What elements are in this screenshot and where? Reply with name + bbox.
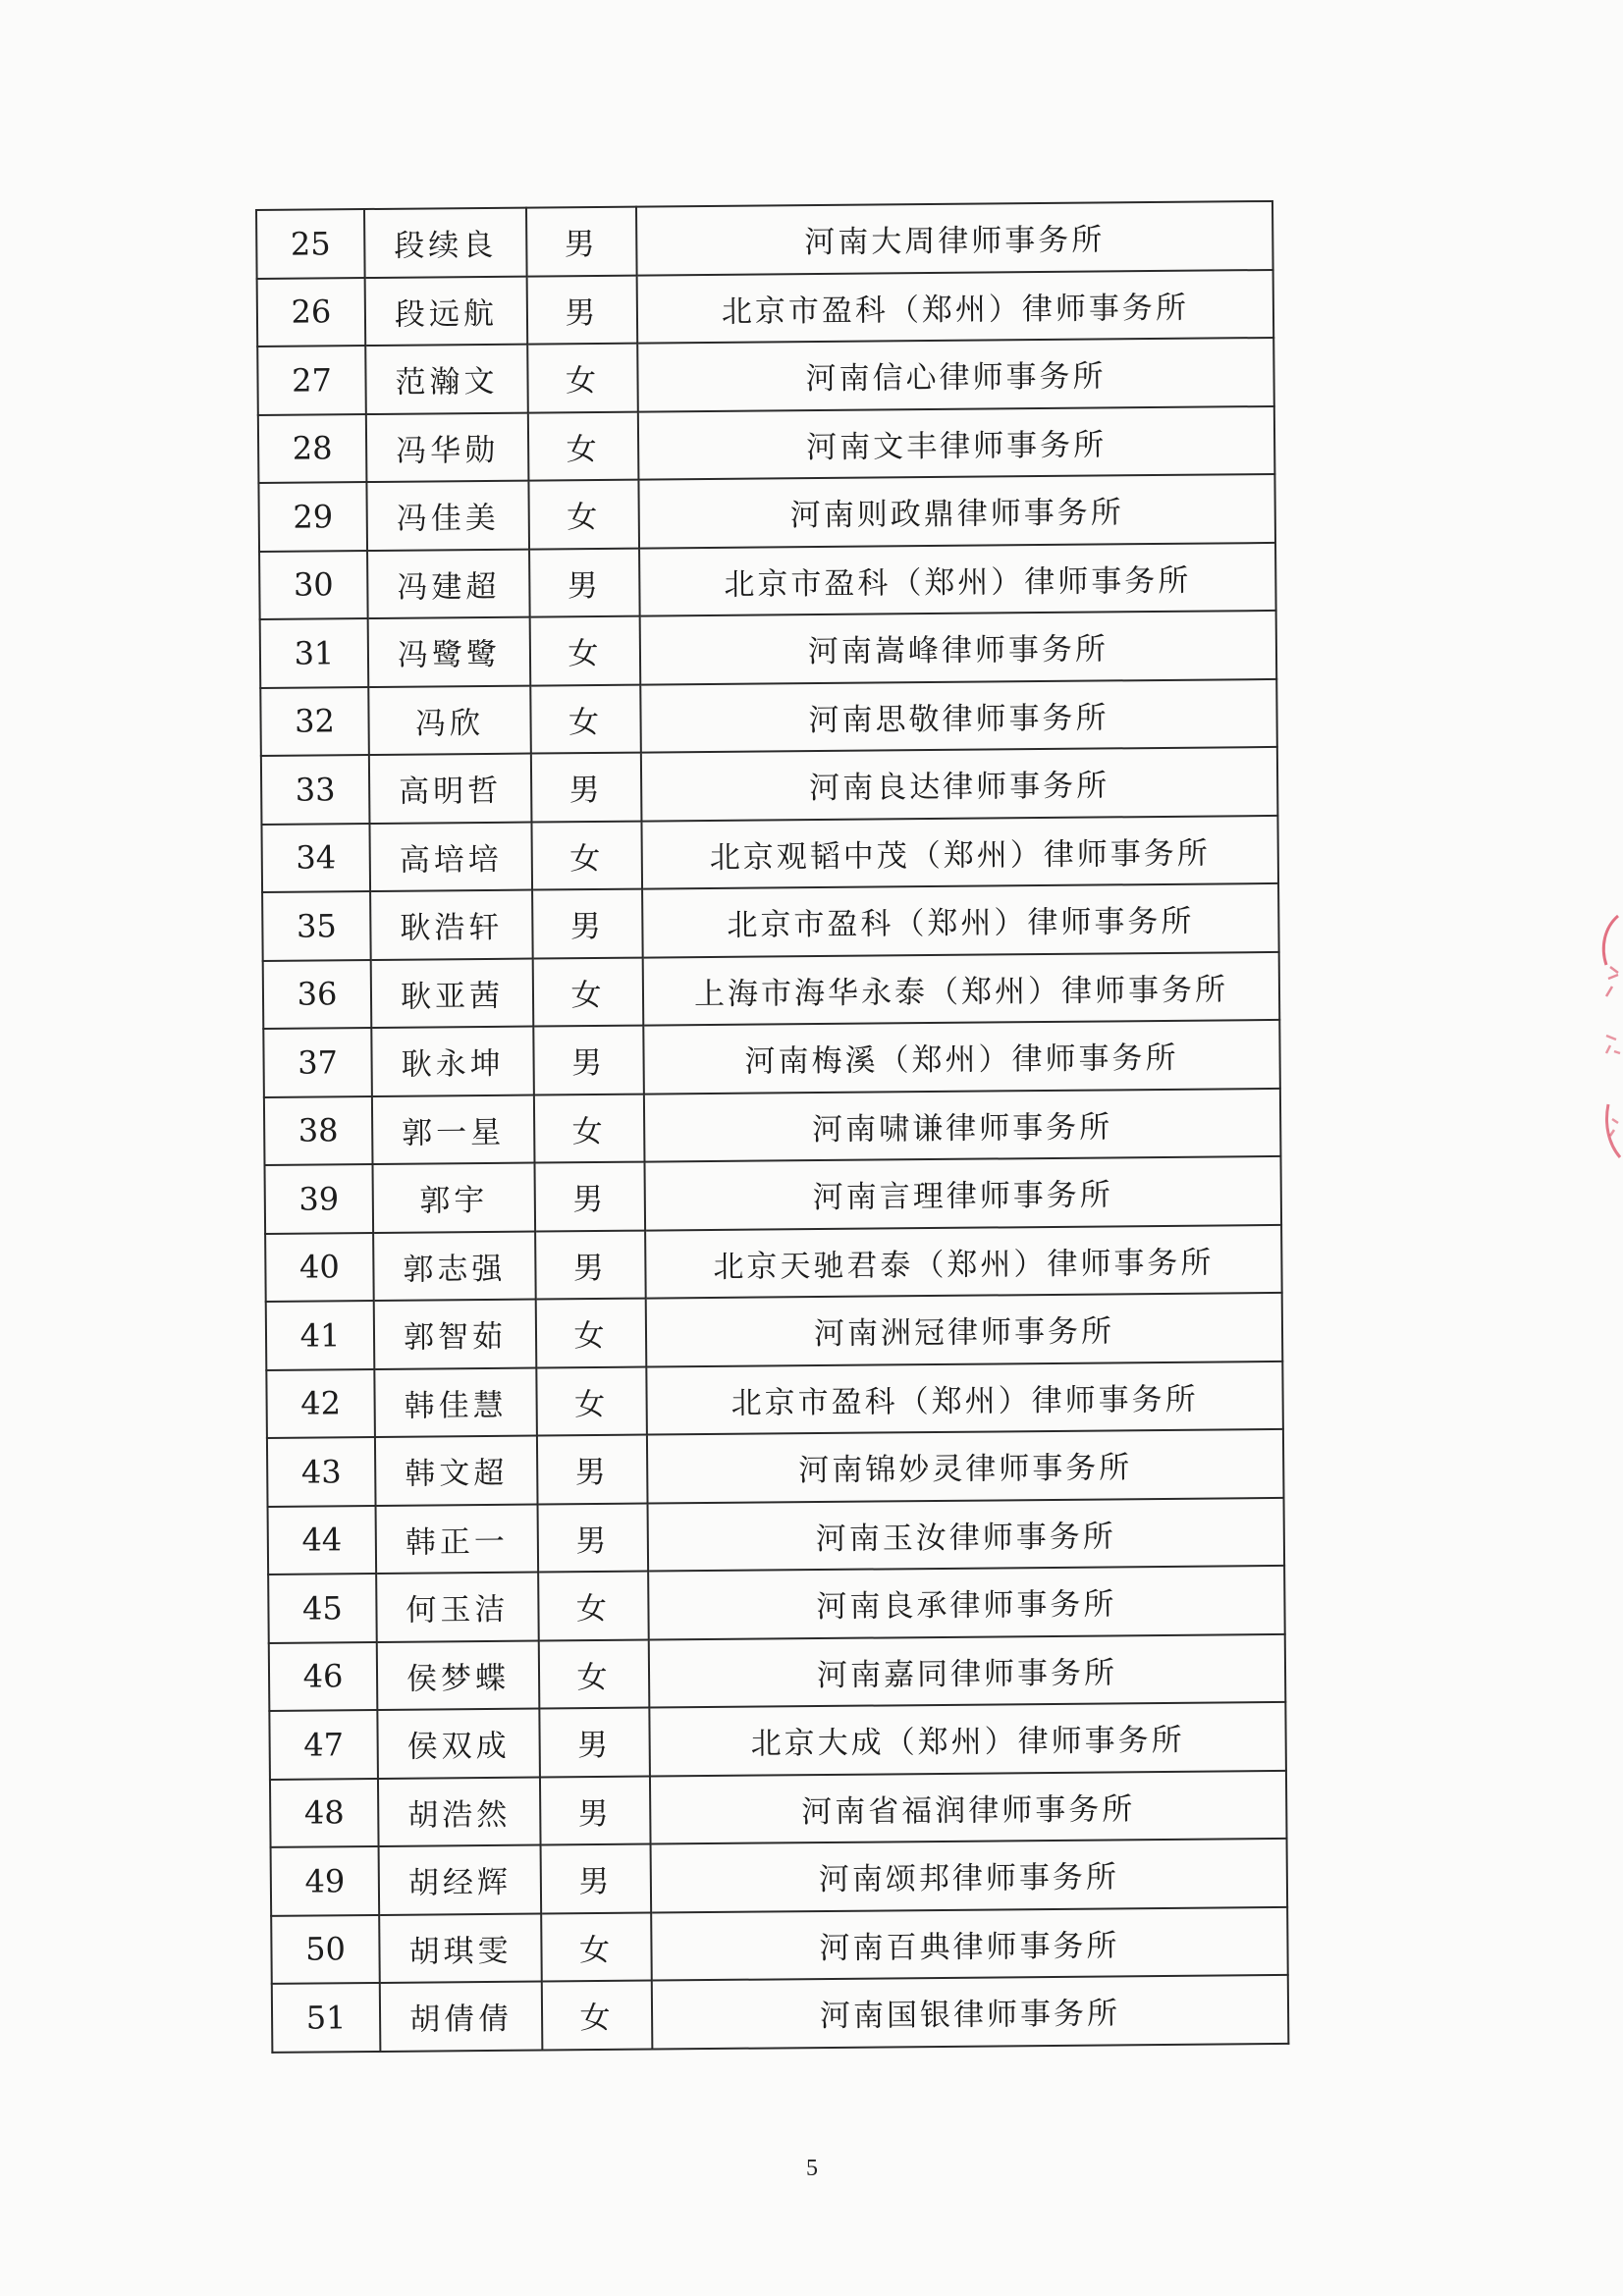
seal-fragment-icon xyxy=(1593,908,1623,1163)
lawyer-name: 冯欣 xyxy=(368,685,531,755)
lawyer-gender: 女 xyxy=(527,344,638,412)
lawyer-name: 胡倩倩 xyxy=(380,1982,543,2052)
table-row xyxy=(260,678,1277,756)
lawyer-name: 冯鹭鹭 xyxy=(368,617,531,687)
table-row xyxy=(267,1429,1284,1507)
law-firm-name: 河南良承律师事务所 xyxy=(648,1566,1285,1639)
lawyer-name: 胡浩然 xyxy=(378,1777,541,1846)
lawyer-gender: 男 xyxy=(527,275,638,344)
lawyer-gender: 男 xyxy=(533,1026,644,1095)
table-row xyxy=(266,1361,1283,1438)
row-number: 41 xyxy=(266,1301,375,1369)
table-row xyxy=(264,1156,1281,1234)
table-row xyxy=(270,1770,1287,1847)
row-number: 31 xyxy=(260,618,369,687)
lawyer-gender: 女 xyxy=(541,1912,652,1981)
lawyer-gender: 女 xyxy=(531,821,642,889)
lawyer-gender: 女 xyxy=(533,957,644,1026)
row-number: 40 xyxy=(265,1232,374,1301)
row-number: 45 xyxy=(268,1574,377,1642)
lawyer-name: 耿永坤 xyxy=(371,1027,534,1096)
row-number: 36 xyxy=(263,960,372,1029)
table-row xyxy=(266,1293,1283,1370)
row-number: 39 xyxy=(264,1164,373,1233)
table-row xyxy=(257,338,1274,415)
row-number: 34 xyxy=(261,824,370,892)
lawyer-gender: 男 xyxy=(526,207,637,276)
lawyer-name: 冯佳美 xyxy=(366,481,529,551)
law-firm-name: 河南嘉同律师事务所 xyxy=(649,1633,1286,1707)
row-number: 47 xyxy=(269,1710,378,1779)
row-number: 25 xyxy=(256,209,365,278)
lawyer-name: 郭志强 xyxy=(373,1231,536,1301)
table-row xyxy=(260,611,1277,688)
table-row xyxy=(261,815,1278,892)
law-firm-name: 河南国银律师事务所 xyxy=(652,1975,1289,2049)
law-firm-name: 北京市盈科（郑州）律师事务所 xyxy=(646,1361,1283,1434)
row-number: 50 xyxy=(271,1914,380,1983)
row-number: 42 xyxy=(266,1368,375,1437)
table-row xyxy=(261,747,1278,825)
row-number: 28 xyxy=(258,414,367,483)
lawyer-name: 郭一星 xyxy=(372,1095,535,1164)
lawyer-name: 段远航 xyxy=(365,276,528,346)
law-firm-name: 河南良达律师事务所 xyxy=(641,747,1278,821)
table-row xyxy=(268,1566,1285,1643)
lawyer-gender: 男 xyxy=(539,1708,650,1777)
law-firm-name: 河南大周律师事务所 xyxy=(636,201,1273,275)
lawyer-name: 冯建超 xyxy=(367,549,530,618)
table-row xyxy=(258,474,1275,552)
lawyer-name: 郭智茹 xyxy=(374,1300,537,1369)
table-row xyxy=(263,951,1280,1029)
row-number: 46 xyxy=(269,1641,378,1710)
law-firm-name: 河南颂邦律师事务所 xyxy=(651,1839,1288,1912)
law-firm-name: 河南百典律师事务所 xyxy=(651,1906,1288,1980)
lawyer-gender: 女 xyxy=(536,1366,647,1435)
law-firm-name: 河南则政鼎律师事务所 xyxy=(638,474,1275,548)
table-row xyxy=(256,201,1273,279)
table-row xyxy=(272,1975,1289,2053)
law-firm-name: 河南梅溪（郑州）律师事务所 xyxy=(643,1020,1280,1094)
row-number: 32 xyxy=(260,687,369,756)
lawyer-name: 段续良 xyxy=(364,208,527,278)
lawyer-gender: 女 xyxy=(538,1572,649,1640)
law-firm-name: 河南思敬律师事务所 xyxy=(640,678,1277,752)
law-firm-name: 河南信心律师事务所 xyxy=(637,338,1274,411)
lawyer-gender: 男 xyxy=(532,889,643,958)
lawyer-gender: 女 xyxy=(542,1981,653,2050)
lawyer-name: 何玉洁 xyxy=(376,1573,539,1642)
lawyer-gender: 女 xyxy=(534,1094,645,1162)
lawyer-gender: 女 xyxy=(530,684,641,753)
law-firm-name: 河南言理律师事务所 xyxy=(644,1156,1281,1230)
lawyer-name: 韩文超 xyxy=(375,1436,538,1506)
lawyer-gender: 女 xyxy=(528,411,639,480)
lawyer-name: 郭宇 xyxy=(372,1163,535,1233)
row-number: 33 xyxy=(261,755,370,824)
table-row xyxy=(271,1906,1288,1984)
lawyer-name: 耿浩轩 xyxy=(370,890,533,960)
lawyer-gender: 男 xyxy=(535,1230,646,1299)
lawyer-name: 耿亚茜 xyxy=(371,958,534,1028)
lawyer-gender: 男 xyxy=(537,1435,648,1504)
lawyer-name: 韩佳慧 xyxy=(374,1367,537,1437)
law-firm-name: 河南玉汝律师事务所 xyxy=(648,1497,1285,1571)
lawyer-gender: 女 xyxy=(536,1299,647,1367)
table-row xyxy=(268,1497,1285,1575)
table-row xyxy=(264,1088,1281,1165)
law-firm-name: 河南啸谦律师事务所 xyxy=(644,1088,1281,1161)
table-row xyxy=(265,1224,1282,1302)
lawyer-name: 胡经辉 xyxy=(379,1845,542,1915)
row-number: 29 xyxy=(258,482,367,551)
lawyer-name: 高明哲 xyxy=(369,754,532,824)
lawyer-name: 高培培 xyxy=(369,822,532,891)
table-row xyxy=(259,542,1276,619)
lawyer-gender: 男 xyxy=(541,1844,652,1913)
lawyer-name: 侯梦蝶 xyxy=(377,1640,540,1710)
lawyer-gender: 男 xyxy=(538,1503,649,1572)
law-firm-name: 北京天驰君泰（郑州）律师事务所 xyxy=(645,1224,1282,1298)
row-number: 43 xyxy=(267,1437,376,1506)
law-firm-name: 北京大成（郑州）律师事务所 xyxy=(649,1702,1286,1776)
lawyer-gender: 女 xyxy=(528,480,639,549)
lawyer-gender: 男 xyxy=(531,753,642,822)
row-number: 49 xyxy=(271,1846,380,1915)
law-firm-name: 河南洲冠律师事务所 xyxy=(646,1293,1283,1366)
lawyer-gender: 男 xyxy=(529,548,640,616)
lawyer-name: 韩正一 xyxy=(376,1504,539,1574)
row-number: 48 xyxy=(270,1778,379,1846)
lawyer-gender: 男 xyxy=(534,1162,645,1231)
lawyer-name: 范瀚文 xyxy=(365,345,528,414)
lawyer-name: 冯华勋 xyxy=(366,412,529,482)
law-firm-name: 河南嵩峰律师事务所 xyxy=(640,611,1277,684)
law-firm-name: 河南锦妙灵律师事务所 xyxy=(647,1429,1284,1503)
row-number: 26 xyxy=(257,278,366,347)
row-number: 30 xyxy=(259,551,368,619)
roster-body xyxy=(256,201,1288,2052)
law-firm-name: 北京市盈科（郑州）律师事务所 xyxy=(639,542,1276,615)
row-number: 27 xyxy=(257,346,366,414)
law-firm-name: 河南文丰律师事务所 xyxy=(638,405,1275,479)
law-firm-name: 河南省福润律师事务所 xyxy=(650,1770,1287,1843)
lawyer-gender: 女 xyxy=(530,616,641,685)
lawyer-name: 侯双成 xyxy=(377,1709,540,1779)
lawyer-gender: 男 xyxy=(540,1776,651,1844)
row-number: 38 xyxy=(264,1095,373,1164)
table-row xyxy=(258,405,1275,483)
lawyer-gender: 女 xyxy=(539,1639,650,1708)
row-number: 35 xyxy=(262,891,371,960)
law-firm-name: 北京市盈科（郑州）律师事务所 xyxy=(642,883,1279,957)
table-row xyxy=(269,1702,1286,1780)
table-row xyxy=(269,1633,1286,1711)
lawyer-roster-table xyxy=(255,200,1289,2053)
lawyer-name: 胡琪雯 xyxy=(379,1913,542,1983)
law-firm-name: 上海市海华永泰（郑州）律师事务所 xyxy=(643,951,1280,1025)
page-number: 5 xyxy=(806,2156,818,2181)
law-firm-name: 北京市盈科（郑州）律师事务所 xyxy=(637,269,1274,343)
row-number: 51 xyxy=(272,1983,381,2052)
table-row xyxy=(271,1839,1288,1916)
row-number: 37 xyxy=(263,1028,372,1096)
table-row xyxy=(257,269,1274,347)
table-row xyxy=(262,883,1279,961)
table-row xyxy=(263,1020,1280,1097)
row-number: 44 xyxy=(268,1505,377,1574)
law-firm-name: 北京观韬中茂（郑州）律师事务所 xyxy=(641,815,1278,888)
